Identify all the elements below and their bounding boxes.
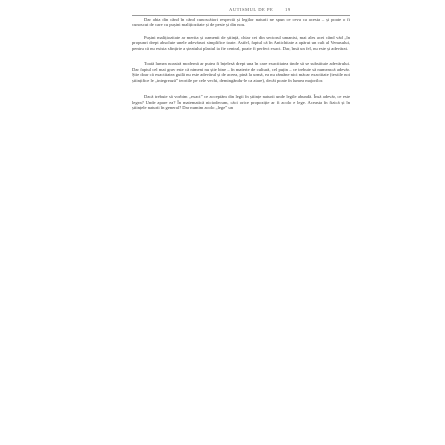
running-header [229, 7, 349, 12]
text-column [132, 17, 350, 442]
page-number: 19 [285, 7, 291, 12]
paragraph: Dacă trebuie să vorbim „exact” ce acceptăm din legii în științe naturii unde legile abundă. Însă adevăr, ce este legea? Unde apare ea? În matematică niciodecum, căci orice propoziție ar fi acolo e lege. Aceasta în fizică și în științele naturii în general? Dar numim acolo „lege” un [132, 94, 350, 110]
running-title: AUTISMUL DE PE [229, 7, 274, 12]
paragraph: Pușini malițiozitate ar merita și oamenii de știință, chiar cei din sectorul umanist, mai ales acei când văd „în propunri drept absolute unele adevăruri simplifice toate. Astfel, faptul că în Antichitate a apărut un cult al Venusului, pentru că nu exista sfințirie a șteatului plastul ia fie central, poate fi perfect exact. Dar, însă un fel, nu este și adevărat. [132, 34, 350, 51]
paragraph: Toată lumea noastră modernă ar putea fi înțelesă drept una în care exactitatea tinde să se substituie adevărului. Dar faptul cel mai grav este că nimeni nu știe bine – în materie de cultură, cel puțin – ce trebuie să numească adevăr. Știe doar că exactitatea guilă nu este adevărul și de aceea, pină la urmă, ea nu rămâne nici măcar exactitate (textile noi științifice le „integrează” teoriile pe cele vechi, demingându-le ca atare), decât poate în lumea majorilor. [132, 61, 350, 83]
header-rule [132, 15, 350, 16]
paragraph: Dar abia din când în când cunoscători respectă și legilor naturii ne spun ce ceva ca acesta – și poate o fi cunoscut de care cu pușini malițiozitate și de peste și din nou. [132, 17, 350, 28]
